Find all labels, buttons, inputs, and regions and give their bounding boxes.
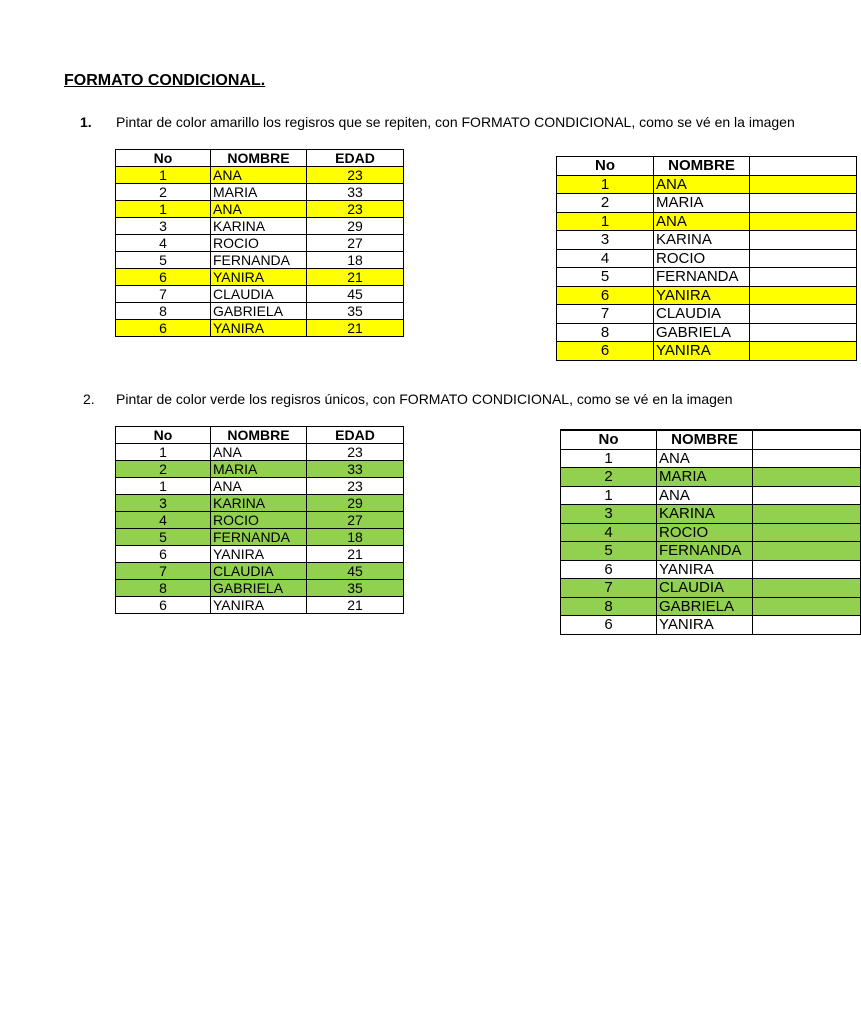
cell-nombre: ANA (657, 486, 753, 505)
cell-nombre: YANIRA (211, 597, 307, 614)
cell-nombre: ROCIO (657, 523, 753, 542)
cell-no: 3 (116, 218, 211, 235)
cell-edad: 45 (307, 563, 404, 580)
cell-edad: 29 (307, 495, 404, 512)
cell-no: 7 (557, 305, 654, 324)
header-edad-clipped (750, 157, 857, 176)
header-row (561, 430, 861, 449)
cell-no: 1 (561, 449, 657, 468)
unique-table (115, 426, 404, 614)
cell-edad (750, 342, 857, 361)
cell-nombre: GABRIELA (654, 323, 750, 342)
header-nombre: NOMBRE (657, 430, 753, 449)
table-row (116, 546, 404, 563)
cell-no: 1 (561, 486, 657, 505)
cell-nombre: YANIRA (657, 560, 753, 579)
cell-edad (753, 597, 861, 616)
table-row (557, 286, 857, 305)
cell-nombre: YANIRA (211, 269, 307, 286)
cell-edad: 18 (307, 529, 404, 546)
cell-nombre: ANA (654, 212, 750, 231)
cell-edad: 23 (307, 478, 404, 495)
cell-edad (750, 323, 857, 342)
instruction-2-number: 2. (83, 391, 95, 407)
cell-nombre: ANA (211, 201, 307, 218)
cell-edad: 27 (307, 512, 404, 529)
duplicates-table (115, 149, 404, 337)
table-row (116, 478, 404, 495)
instruction-1-text: Pintar de color amarillo los regisros que se repiten, con FORMATO CONDICIONAL, como se vé en la imagen (116, 114, 795, 130)
header-row (116, 427, 404, 444)
cell-no: 7 (116, 286, 211, 303)
cell-no: 7 (116, 563, 211, 580)
cell-nombre: ANA (211, 167, 307, 184)
cell-no: 3 (561, 505, 657, 524)
cell-no: 4 (116, 512, 211, 529)
table-row (116, 303, 404, 320)
reference-unique-table (560, 429, 861, 635)
cell-no: 6 (557, 342, 654, 361)
cell-no: 5 (116, 252, 211, 269)
cell-no: 1 (116, 201, 211, 218)
cell-nombre: FERNANDA (654, 268, 750, 287)
reference-image-duplicates (556, 156, 768, 360)
table-row (561, 597, 861, 616)
cell-edad (753, 560, 861, 579)
cell-no: 7 (561, 579, 657, 598)
table-row (557, 194, 857, 213)
table-row (557, 305, 857, 324)
cell-nombre: FERNANDA (211, 529, 307, 546)
cell-nombre: ANA (657, 449, 753, 468)
instruction-2-text: Pintar de color verde los regisros únicos, con FORMATO CONDICIONAL, como se vé en la imagen (116, 391, 733, 407)
cell-nombre: CLAUDIA (211, 563, 307, 580)
cell-edad (753, 449, 861, 468)
cell-edad: 27 (307, 235, 404, 252)
cell-nombre: MARIA (657, 468, 753, 487)
table-row (116, 444, 404, 461)
table-row (557, 342, 857, 361)
cell-nombre: CLAUDIA (654, 305, 750, 324)
cell-nombre: KARINA (211, 495, 307, 512)
table-row (116, 167, 404, 184)
instruction-1-number: 1. (80, 114, 92, 130)
cell-edad: 21 (307, 597, 404, 614)
cell-no: 3 (116, 495, 211, 512)
cell-edad: 35 (307, 580, 404, 597)
table-row (116, 286, 404, 303)
table-row (116, 495, 404, 512)
cell-nombre: ROCIO (654, 249, 750, 268)
cell-edad (750, 268, 857, 287)
cell-nombre: GABRIELA (211, 303, 307, 320)
cell-no: 5 (557, 268, 654, 287)
cell-edad: 45 (307, 286, 404, 303)
header-nombre: NOMBRE (211, 150, 307, 167)
table-row (116, 597, 404, 614)
header-no: No (561, 430, 657, 449)
table-row (116, 512, 404, 529)
cell-no: 6 (116, 546, 211, 563)
cell-nombre: YANIRA (211, 546, 307, 563)
cell-nombre: YANIRA (654, 342, 750, 361)
cell-no: 6 (561, 560, 657, 579)
page-title: FORMATO CONDICIONAL. (64, 72, 266, 89)
cell-no: 5 (561, 542, 657, 561)
cell-no: 8 (116, 303, 211, 320)
instruction-2 (83, 391, 733, 411)
cell-edad: 21 (307, 269, 404, 286)
cell-edad: 33 (307, 184, 404, 201)
cell-no: 4 (116, 235, 211, 252)
cell-nombre: ROCIO (211, 512, 307, 529)
cell-nombre: YANIRA (211, 320, 307, 337)
cell-edad (750, 212, 857, 231)
cell-edad: 21 (307, 546, 404, 563)
cell-edad (750, 305, 857, 324)
cell-no: 3 (557, 231, 654, 250)
table-row (561, 505, 861, 524)
cell-no: 4 (561, 523, 657, 542)
cell-edad: 33 (307, 461, 404, 478)
cell-edad: 23 (307, 201, 404, 218)
table-row (557, 249, 857, 268)
cell-edad: 21 (307, 320, 404, 337)
table-row (561, 560, 861, 579)
cell-nombre: KARINA (654, 231, 750, 250)
cell-no: 6 (116, 269, 211, 286)
cell-no: 8 (561, 597, 657, 616)
reference-image-unique (560, 429, 768, 635)
cell-edad (753, 542, 861, 561)
reference-duplicates-table (556, 156, 857, 361)
cell-no: 8 (557, 323, 654, 342)
header-nombre: NOMBRE (211, 427, 307, 444)
cell-no: 6 (116, 597, 211, 614)
cell-edad: 35 (307, 303, 404, 320)
table-row (116, 320, 404, 337)
table-row (116, 529, 404, 546)
cell-edad: 29 (307, 218, 404, 235)
table-row (561, 523, 861, 542)
header-no: No (557, 157, 654, 176)
cell-no: 1 (557, 212, 654, 231)
cell-no: 2 (557, 194, 654, 213)
cell-nombre: YANIRA (657, 616, 753, 635)
cell-no: 1 (116, 167, 211, 184)
cell-nombre: ANA (654, 175, 750, 194)
cell-nombre: YANIRA (654, 286, 750, 305)
cell-edad: 23 (307, 167, 404, 184)
header-row (116, 150, 404, 167)
cell-nombre: ROCIO (211, 235, 307, 252)
cell-edad (753, 468, 861, 487)
cell-no: 6 (561, 616, 657, 635)
table-row (561, 579, 861, 598)
cell-edad (750, 194, 857, 213)
cell-edad (750, 231, 857, 250)
cell-edad: 23 (307, 444, 404, 461)
header-edad: EDAD (307, 427, 404, 444)
table-row (557, 323, 857, 342)
cell-no: 2 (561, 468, 657, 487)
cell-nombre: GABRIELA (211, 580, 307, 597)
header-edad-clipped (753, 430, 861, 449)
cell-nombre: MARIA (654, 194, 750, 213)
cell-nombre: ANA (211, 478, 307, 495)
cell-nombre: CLAUDIA (657, 579, 753, 598)
table-row (561, 616, 861, 635)
cell-nombre: ANA (211, 444, 307, 461)
cell-no: 2 (116, 461, 211, 478)
header-no: No (116, 427, 211, 444)
cell-no: 2 (116, 184, 211, 201)
cell-no: 8 (116, 580, 211, 597)
cell-no: 1 (116, 444, 211, 461)
table-row (557, 212, 857, 231)
instruction-1 (80, 114, 795, 134)
table-row (116, 269, 404, 286)
cell-nombre: KARINA (657, 505, 753, 524)
table-row (116, 461, 404, 478)
table-row (557, 268, 857, 287)
cell-edad (750, 175, 857, 194)
cell-nombre: KARINA (211, 218, 307, 235)
table-row (116, 252, 404, 269)
cell-nombre: FERNANDA (657, 542, 753, 561)
cell-edad (753, 616, 861, 635)
table-row (561, 486, 861, 505)
cell-edad (753, 523, 861, 542)
table-row (557, 175, 857, 194)
cell-edad (750, 286, 857, 305)
cell-no: 1 (557, 175, 654, 194)
cell-no: 6 (116, 320, 211, 337)
header-nombre: NOMBRE (654, 157, 750, 176)
cell-no: 4 (557, 249, 654, 268)
table-row (116, 201, 404, 218)
cell-nombre: GABRIELA (657, 597, 753, 616)
header-row (557, 157, 857, 176)
header-no: No (116, 150, 211, 167)
cell-no: 6 (557, 286, 654, 305)
cell-nombre: CLAUDIA (211, 286, 307, 303)
table-row (557, 231, 857, 250)
cell-edad: 18 (307, 252, 404, 269)
table-row (116, 563, 404, 580)
cell-no: 1 (116, 478, 211, 495)
table-row (116, 580, 404, 597)
table-row (116, 218, 404, 235)
table-row (561, 542, 861, 561)
cell-nombre: MARIA (211, 184, 307, 201)
cell-nombre: MARIA (211, 461, 307, 478)
header-edad: EDAD (307, 150, 404, 167)
cell-edad (753, 486, 861, 505)
table-row (561, 449, 861, 468)
table-row (116, 235, 404, 252)
cell-edad (753, 579, 861, 598)
cell-edad (750, 249, 857, 268)
cell-edad (753, 505, 861, 524)
cell-nombre: FERNANDA (211, 252, 307, 269)
cell-no: 5 (116, 529, 211, 546)
table-row (561, 468, 861, 487)
table-row (116, 184, 404, 201)
